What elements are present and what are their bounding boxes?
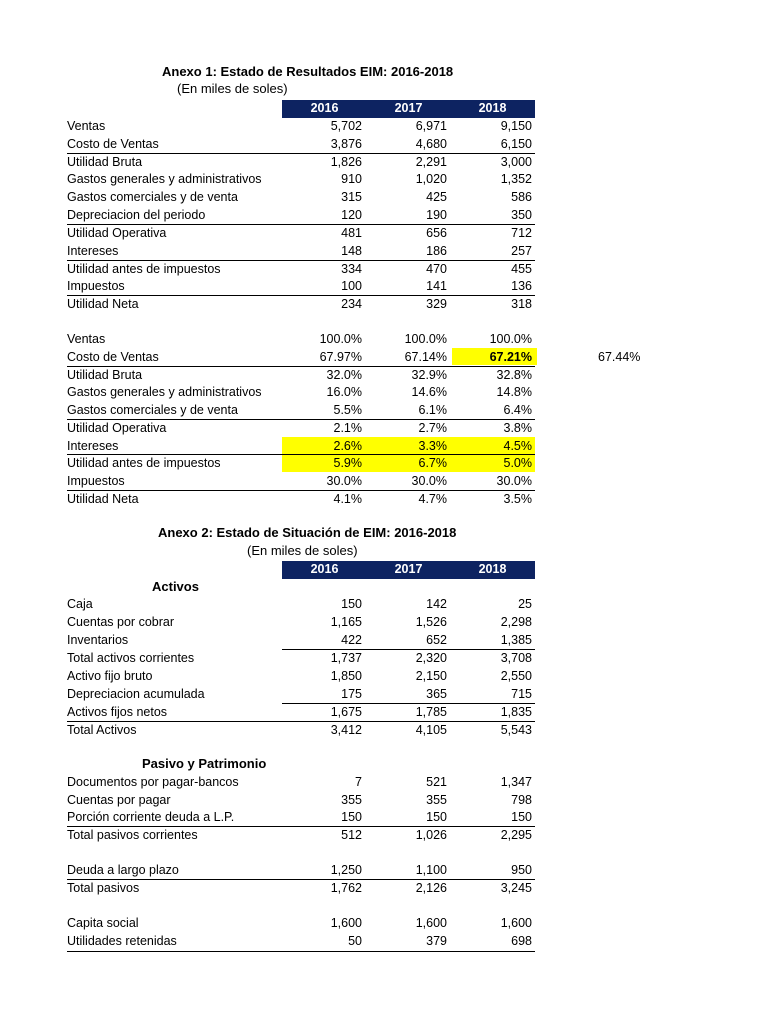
table-row-activos-fijos-netos (0, 704, 768, 722)
annex1-subtitle: (En miles de soles) (177, 81, 288, 96)
value-2016: 30.0% (326, 474, 362, 488)
row-label: Caja (67, 597, 93, 611)
year-2018: 2018 (478, 101, 507, 115)
value-2017: 656 (426, 226, 447, 240)
row-label: Porción corriente deuda a L.P. (67, 810, 235, 824)
pct-row-utilidad-operativa (0, 420, 768, 438)
table-row-ventas (0, 118, 768, 136)
value-2018: 698 (511, 934, 532, 948)
value-2016: 5.9% (333, 456, 362, 470)
row-label: Gastos comerciales y de venta (67, 403, 238, 417)
value-2016: 1,675 (330, 705, 362, 719)
value-2016: 334 (341, 262, 362, 276)
row-label: Costo de Ventas (67, 137, 159, 151)
row-label: Activos fijos netos (67, 705, 168, 719)
row-label: Depreciacion del periodo (67, 208, 206, 222)
value-2016: 1,165 (330, 615, 362, 629)
pct-row-costo-ventas (0, 349, 768, 367)
value-2017: 1,526 (415, 615, 447, 629)
value-2018: 1,835 (500, 705, 532, 719)
row-label: Total Activos (67, 723, 137, 737)
value-2017: 2,126 (415, 881, 447, 895)
annex2-title: Anexo 2: Estado de Situación de EIM: 2016-2018 (158, 525, 457, 540)
row-label: Costo de Ventas (67, 350, 159, 364)
value-2018: 1,600 (500, 916, 532, 930)
row-label: Documentos por pagar-bancos (67, 775, 239, 789)
value-2016: 1,826 (330, 155, 362, 169)
row-label: Activo fijo bruto (67, 669, 153, 683)
value-2018: 455 (511, 262, 532, 276)
table-row-total-pasivos (0, 880, 768, 898)
table-row-porcion-corriente (0, 809, 768, 827)
pct-row-gastos-comerciales (0, 402, 768, 420)
value-2016: 512 (341, 828, 362, 842)
value-2018: 350 (511, 208, 532, 222)
assets-heading: Activos (152, 579, 199, 594)
value-2017: 141 (426, 279, 447, 293)
table-row-documentos-pagar (0, 774, 768, 792)
row-label: Utilidades retenidas (67, 934, 177, 948)
table-row-depreciacion (0, 207, 768, 225)
value-2018: 950 (511, 863, 532, 877)
table-row-capital-social (0, 915, 768, 933)
row-label: Ventas (67, 332, 106, 346)
year-2017: 2017 (394, 562, 423, 576)
pct-row-gastos-generales (0, 384, 768, 402)
value-2018: 67.21% (489, 350, 532, 364)
value-2017: 329 (426, 297, 447, 311)
row-label: Inventarios (67, 633, 129, 647)
value-2016: 1,737 (330, 651, 362, 665)
table-row-intereses (0, 243, 768, 261)
value-2016: 2.6% (333, 439, 362, 453)
value-2016: 910 (341, 172, 362, 186)
row-label: Utilidad antes de impuestos (67, 262, 221, 276)
value-2018: 4.5% (503, 439, 532, 453)
row-label: Utilidad Bruta (67, 155, 143, 169)
value-2016: 100.0% (319, 332, 362, 346)
value-2017: 2,291 (415, 155, 447, 169)
value-2018: 2,298 (500, 615, 532, 629)
year-2018: 2018 (478, 562, 507, 576)
row-label: Utilidad Operativa (67, 226, 167, 240)
row-label: Gastos comerciales y de venta (67, 190, 238, 204)
value-2017: 2,320 (415, 651, 447, 665)
value-2017: 521 (426, 775, 447, 789)
value-2016: 315 (341, 190, 362, 204)
value-2016: 3,412 (330, 723, 362, 737)
table-row-cuentas-pagar (0, 792, 768, 810)
value-2018: 9,150 (500, 119, 532, 133)
annex2-year-header (282, 561, 535, 579)
value-2017: 30.0% (411, 474, 447, 488)
pct-row-impuestos (0, 473, 768, 491)
row-label: Utilidad Neta (67, 492, 139, 506)
row-label: Utilidad Neta (67, 297, 139, 311)
row-label: Utilidad antes de impuestos (67, 456, 221, 470)
row-label: Total pasivos (67, 881, 140, 895)
value-2016: 148 (341, 244, 362, 258)
value-2018: 25 (518, 597, 532, 611)
value-2017: 32.9% (411, 368, 447, 382)
table-row-depreciacion-acumulada (0, 686, 768, 704)
table-row-gastos-generales (0, 171, 768, 189)
value-2017: 1,600 (415, 916, 447, 930)
value-2018: 5.0% (503, 456, 532, 470)
annex2-subtitle: (En miles de soles) (247, 543, 358, 558)
value-2018: 712 (511, 226, 532, 240)
value-2016: 4.1% (333, 492, 362, 506)
value-2016: 2.1% (333, 421, 362, 435)
value-2018: 3.8% (503, 421, 532, 435)
value-2017: 142 (426, 597, 447, 611)
value-2017: 2.7% (418, 421, 447, 435)
value-2017: 4.7% (418, 492, 447, 506)
table-row-utilidad-bruta (0, 154, 768, 172)
value-2018: 136 (511, 279, 532, 293)
value-2018: 3.5% (503, 492, 532, 506)
table-row-cuentas-cobrar (0, 614, 768, 632)
value-2017: 150 (426, 810, 447, 824)
value-2018: 32.8% (496, 368, 532, 382)
value-2017: 355 (426, 793, 447, 807)
table-row-impuestos (0, 278, 768, 296)
value-2017: 470 (426, 262, 447, 276)
row-label: Total pasivos corrientes (67, 828, 198, 842)
value-2017: 14.6% (411, 385, 447, 399)
pct-row-utilidad-bruta (0, 367, 768, 385)
value-2018: 257 (511, 244, 532, 258)
value-2018: 2,550 (500, 669, 532, 683)
value-2018: 1,352 (500, 172, 532, 186)
value-2018: 6.4% (503, 403, 532, 417)
value-2018: 3,245 (500, 881, 532, 895)
value-2016: 50 (348, 934, 362, 948)
value-2017: 4,105 (415, 723, 447, 737)
cost-average-value: 67.44% (598, 350, 641, 364)
row-label: Utilidad Operativa (67, 421, 167, 435)
table-row-utilidad-neta (0, 296, 768, 314)
value-2018: 715 (511, 687, 532, 701)
table-row-total-pasivos-corrientes (0, 827, 768, 845)
value-2018: 1,347 (500, 775, 532, 789)
value-2018: 586 (511, 190, 532, 204)
value-2016: 120 (341, 208, 362, 222)
row-divider (67, 951, 535, 952)
table-row-utilidad-operativa (0, 225, 768, 243)
row-label: Utilidad Bruta (67, 368, 143, 382)
value-2017: 1,026 (415, 828, 447, 842)
value-2017: 190 (426, 208, 447, 222)
table-row-costo-ventas (0, 136, 768, 154)
value-2018: 30.0% (496, 474, 532, 488)
value-2017: 186 (426, 244, 447, 258)
annex1-year-header (282, 100, 535, 118)
value-2017: 6.7% (418, 456, 447, 470)
value-2017: 3.3% (418, 439, 447, 453)
row-label: Gastos generales y administrativos (67, 172, 262, 186)
row-label: Ventas (67, 119, 106, 133)
pct-row-utilidad-antes-impuestos (0, 455, 768, 473)
value-2018: 5,543 (500, 723, 532, 737)
table-row-caja (0, 596, 768, 614)
value-2016: 1,250 (330, 863, 362, 877)
table-row-total-activos (0, 722, 768, 740)
row-label: Intereses (67, 244, 119, 258)
row-label: Intereses (67, 439, 119, 453)
value-2016: 481 (341, 226, 362, 240)
row-label: Impuestos (67, 279, 125, 293)
table-row-inventarios (0, 632, 768, 650)
value-2018: 798 (511, 793, 532, 807)
value-2016: 175 (341, 687, 362, 701)
value-2018: 100.0% (489, 332, 532, 346)
value-2017: 379 (426, 934, 447, 948)
value-2016: 32.0% (326, 368, 362, 382)
value-2016: 150 (341, 597, 362, 611)
table-row-utilidad-antes-impuestos (0, 261, 768, 279)
table-row-total-activos-corrientes (0, 650, 768, 668)
year-2017: 2017 (394, 101, 423, 115)
table-row-gastos-comerciales (0, 189, 768, 207)
value-2017: 1,020 (415, 172, 447, 186)
value-2016: 234 (341, 297, 362, 311)
value-2017: 1,100 (415, 863, 447, 877)
value-2017: 67.14% (404, 350, 447, 364)
row-label: Cuentas por pagar (67, 793, 171, 807)
pct-row-ventas (0, 331, 768, 349)
year-2016: 2016 (310, 562, 339, 576)
value-2017: 425 (426, 190, 447, 204)
value-2016: 355 (341, 793, 362, 807)
row-label: Gastos generales y administrativos (67, 385, 262, 399)
value-2016: 5.5% (333, 403, 362, 417)
value-2016: 16.0% (326, 385, 362, 399)
value-2018: 6,150 (500, 137, 532, 151)
table-row-utilidades-retenidas (0, 933, 768, 951)
value-2016: 422 (341, 633, 362, 647)
value-2016: 100 (341, 279, 362, 293)
value-2016: 150 (341, 810, 362, 824)
value-2017: 652 (426, 633, 447, 647)
value-2017: 6,971 (415, 119, 447, 133)
value-2018: 3,000 (500, 155, 532, 169)
table-row-deuda-largo-plazo (0, 862, 768, 880)
value-2018: 3,708 (500, 651, 532, 665)
year-2016: 2016 (310, 101, 339, 115)
row-label: Depreciacion acumulada (67, 687, 205, 701)
annex1-title: Anexo 1: Estado de Resultados EIM: 2016-2018 (162, 64, 454, 79)
value-2016: 1,600 (330, 916, 362, 930)
value-2017: 4,680 (415, 137, 447, 151)
liabilities-heading: Pasivo y Patrimonio (142, 756, 267, 771)
value-2016: 7 (355, 775, 362, 789)
value-2016: 1,762 (330, 881, 362, 895)
table-row-activo-fijo-bruto (0, 668, 768, 686)
value-2018: 2,295 (500, 828, 532, 842)
value-2018: 1,385 (500, 633, 532, 647)
value-2017: 365 (426, 687, 447, 701)
value-2017: 2,150 (415, 669, 447, 683)
value-2018: 150 (511, 810, 532, 824)
value-2016: 5,702 (330, 119, 362, 133)
row-label: Cuentas por cobrar (67, 615, 175, 629)
value-2017: 1,785 (415, 705, 447, 719)
value-2018: 318 (511, 297, 532, 311)
value-2017: 6.1% (418, 403, 447, 417)
row-label: Deuda a largo plazo (67, 863, 179, 877)
row-label: Total activos corrientes (67, 651, 195, 665)
row-label: Capita social (67, 916, 139, 930)
value-2017: 100.0% (404, 332, 447, 346)
value-2016: 3,876 (330, 137, 362, 151)
row-label: Impuestos (67, 474, 125, 488)
pct-row-utilidad-neta (0, 491, 768, 509)
value-2016: 67.97% (319, 350, 362, 364)
value-2016: 1,850 (330, 669, 362, 683)
value-2018: 14.8% (496, 385, 532, 399)
